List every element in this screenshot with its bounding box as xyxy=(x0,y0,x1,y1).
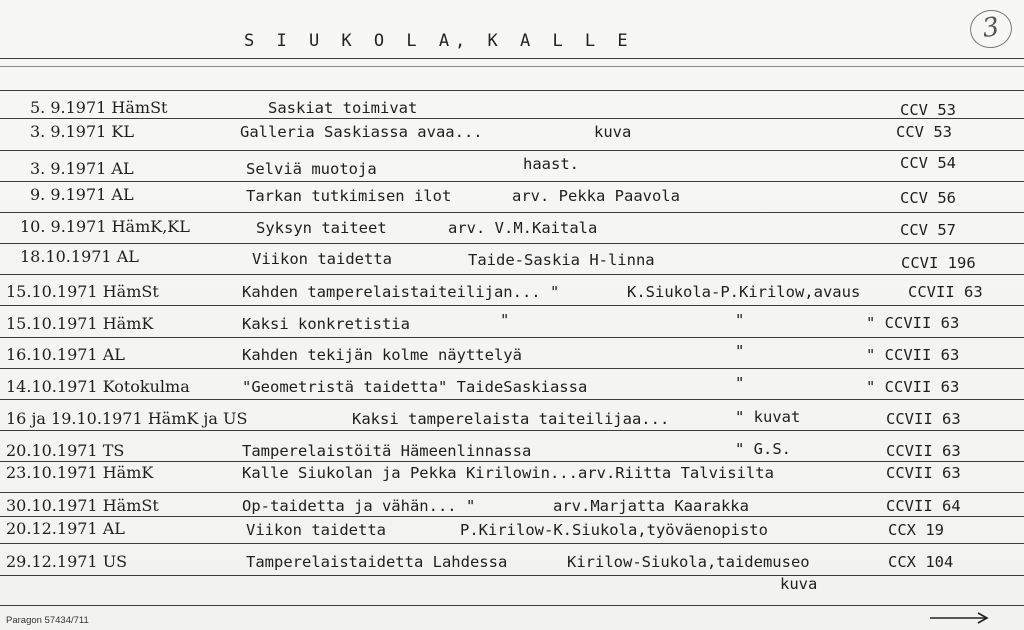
entry-date: 3. 9.1971 AL xyxy=(30,159,134,178)
entry-title: Tarkan tutkimisen ilot xyxy=(246,187,452,205)
rule-line xyxy=(0,150,1024,151)
entry-ref: CCV 54 xyxy=(900,154,956,172)
printer-imprint: Paragon 57434/711 xyxy=(6,615,89,626)
entry-title: Viikon taidetta xyxy=(246,521,386,539)
entry-title: Selviä muotoja xyxy=(246,160,377,178)
entry-note: arv. Pekka Paavola xyxy=(512,187,680,205)
entry-ref: CCVII 63 xyxy=(908,283,983,301)
entry-date: 29.12.1971 US xyxy=(6,552,128,571)
entry-note: kuva xyxy=(594,123,632,141)
entry-date: 20.12.1971 AL xyxy=(6,519,125,538)
rule-line xyxy=(0,274,1024,275)
entry-note: haast. xyxy=(523,155,579,173)
entry-title: Op-taidetta ja vähän... " xyxy=(242,497,476,515)
entry-ref: " CCVII 63 xyxy=(866,378,960,396)
rule-line xyxy=(0,430,1024,431)
entry-date: 23.10.1971 HämK xyxy=(6,463,154,482)
rule-line xyxy=(0,305,1024,306)
rule-line xyxy=(0,90,1024,91)
entry-title: Kahden tekijän kolme näyttelyä xyxy=(242,346,522,364)
entry-date: 10. 9.1971 HämK,KL xyxy=(20,217,190,236)
entry-date: 9. 9.1971 AL xyxy=(30,185,134,204)
rule-line xyxy=(0,605,1024,606)
entry-extra-note: kuva xyxy=(780,575,818,593)
entry-ref: CCVII 63 xyxy=(886,464,961,482)
rule-line xyxy=(0,118,1024,119)
entry-date: 5. 9.1971 HämSt xyxy=(30,98,168,117)
entry-ref: CCV 57 xyxy=(900,221,956,239)
entry-date: 18.10.1971 AL xyxy=(20,247,139,266)
entry-note: arv.Marjatta Kaarakka xyxy=(553,497,749,515)
entry-date: 16 ja 19.10.1971 HämK ja US xyxy=(6,409,248,428)
card-number: 3 xyxy=(968,7,1015,50)
rule-line xyxy=(0,243,1024,244)
rule-line xyxy=(0,212,1024,213)
entry-note: P.Kirilow-K.Siukola,työväenopisto xyxy=(460,521,768,539)
entry-date: 15.10.1971 HämK xyxy=(6,314,154,333)
arrow-right-icon xyxy=(928,611,990,625)
entry-date: 16.10.1971 AL xyxy=(6,345,125,364)
rule-line xyxy=(0,399,1024,400)
entry-date: 14.10.1971 Kotokulma xyxy=(6,377,190,396)
entry-title: Saskiat toimivat xyxy=(268,99,418,117)
rule-line xyxy=(0,575,1024,576)
entry-ref: CCV 53 xyxy=(896,123,952,141)
rule-line xyxy=(0,461,1024,462)
entry-title: Kahden tamperelaistaiteilijan... " xyxy=(242,283,560,301)
entry-ditto: " xyxy=(500,311,510,329)
entry-ref: CCVII 64 xyxy=(886,497,961,515)
card-title: S I U K O L A, K A L L E xyxy=(244,31,634,51)
rule-line xyxy=(0,337,1024,338)
entry-ref: CCV 56 xyxy=(900,189,956,207)
rule-line xyxy=(0,492,1024,493)
entry-note: K.Siukola-P.Kirilow,avaus xyxy=(627,283,861,301)
entry-title: Galleria Saskiassa avaa... xyxy=(240,123,483,141)
entry-ref: CCX 104 xyxy=(888,553,954,571)
entry-title: Kalle Siukolan ja Pekka Kirilowin...arv.Riitta Talvisilta xyxy=(242,464,774,482)
entry-title: Kaksi konkretistia xyxy=(242,315,410,333)
entry-title: Tamperelaistaidetta Lahdessa xyxy=(246,553,508,571)
entry-ditto: " xyxy=(735,342,745,360)
entry-date: 20.10.1971 TS xyxy=(6,441,125,460)
entry-title: Syksyn taiteet xyxy=(256,219,387,237)
entry-title: Viikon taidetta xyxy=(252,250,392,268)
entry-title: "Geometristä taidetta" TaideSaskiassa xyxy=(242,378,588,396)
rule-line xyxy=(0,58,1024,59)
rule-line xyxy=(0,66,1024,67)
entry-note: " G.S. xyxy=(735,440,791,458)
entry-title: Tamperelaistöitä Hämeenlinnassa xyxy=(242,442,532,460)
entry-date: 30.10.1971 HämSt xyxy=(6,496,159,515)
entry-ditto: " xyxy=(735,311,745,329)
rule-line xyxy=(0,368,1024,369)
entry-ref: CCV 53 xyxy=(900,101,956,119)
rule-line xyxy=(0,516,1024,517)
entry-note: " kuvat xyxy=(735,408,801,426)
rule-line xyxy=(0,181,1024,182)
entry-note: Kirilow-Siukola,taidemuseo xyxy=(567,553,810,571)
entry-ref: CCVII 63 xyxy=(886,410,961,428)
entry-ditto: " xyxy=(735,374,745,392)
entry-ref: CCX 19 xyxy=(888,521,944,539)
entry-note: Taide-Saskia H-linna xyxy=(468,251,655,269)
entry-note: arv. V.M.Kaitala xyxy=(448,219,598,237)
entry-ref: CCVII 63 xyxy=(886,442,961,460)
rule-line xyxy=(0,543,1024,544)
entry-date: 3. 9.1971 KL xyxy=(30,122,134,141)
entry-ref: " CCVII 63 xyxy=(866,314,960,332)
entry-date: 15.10.1971 HämSt xyxy=(6,282,159,301)
entry-title: Kaksi tamperelaista taiteilijaa... xyxy=(352,410,670,428)
entry-ref: CCVI 196 xyxy=(901,254,976,272)
entry-ref: " CCVII 63 xyxy=(866,346,960,364)
